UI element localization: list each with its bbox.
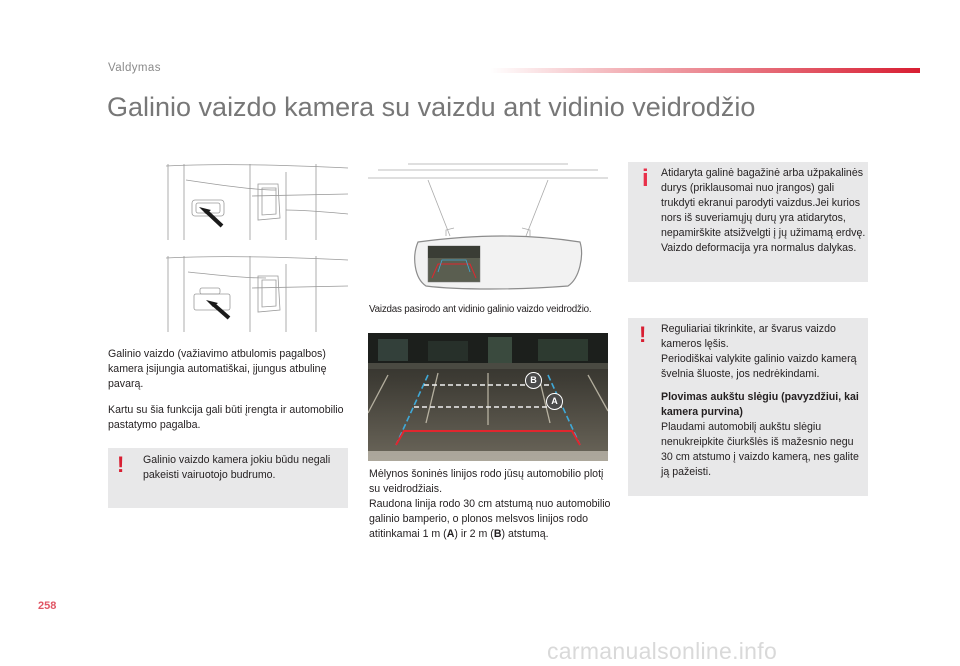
guide-lines-description	[369, 467, 615, 542]
lens-check-text: Reguliariai tikrinkite, ar švarus vaizdo kameros lęšis.	[661, 323, 836, 350]
info-text-main: Atidaryta galinė bagažinė arba užpakalinės durys (priklausomai nuo įrangos) gali trukdyti ekranui parodyti vaizdus.Jei kurios nors iš suveriamųjų durų yra atidarytos, nepamirškite atsižvelgti į jų užimamą erdvę.	[661, 167, 866, 239]
page-title: Galinio vaizdo kamera su vaizdu ant vidinio veidrodžio	[107, 92, 756, 122]
pressure-wash-text: Plaudami automobilį aukštu slėgiu nenukreipkite čiurkšlės iš mažesnio negu 30 cm atstumo į vaizdo kamerą, nes galite ją pažeisti.	[661, 421, 859, 478]
ref-mid: ) ir 2 m (	[454, 528, 494, 540]
mirror-caption: Vaizdas pasirodo ant vidinio galinio vaizdo veidrodžio.	[369, 304, 592, 315]
info-text-deformation: Vaizdo deformacija yra normalus dalykas.	[661, 242, 857, 254]
info-icon: i	[642, 165, 649, 192]
ref-a: A	[446, 528, 455, 540]
vigilance-warning-box	[108, 448, 348, 508]
intro-paragraph: Galinio vaizdo (važiavimo atbulomis pagalbos) kamera įsijungia automatiškai, įjungus atbulinę pavarą.	[108, 348, 327, 390]
warning-icon: !	[639, 322, 647, 347]
ref-post: ) atstumą.	[501, 528, 549, 540]
info-text	[661, 166, 866, 256]
car-rear-camera-illustration	[166, 160, 348, 335]
vigilance-warning-text: Galinio vaizdo kamera jokiu būdu negali pakeisti vairuotojo budrumo.	[143, 454, 331, 481]
cleaning-warning-text	[661, 322, 866, 480]
marker-a: A	[546, 393, 563, 410]
lens-clean-text: Periodiškai valykite galinio vaizdo kamerą švelnia šluoste, jos nedrėkindami.	[661, 353, 857, 380]
page-number: 258	[38, 600, 57, 612]
pressure-wash-heading: Plovimas aukštu slėgiu (pavyzdžiui, kai kamera purvina)	[661, 391, 859, 418]
cleaning-warning-box	[628, 318, 868, 496]
ref-b: B	[493, 528, 502, 540]
info-box	[628, 162, 868, 282]
header-accent-bar	[490, 68, 920, 73]
rearview-mirror-illustration	[368, 160, 608, 295]
blue-lines-text: Mėlynos šoninės linijos rodo jūsų automobilio plotį su veidrodžiais.	[369, 468, 604, 495]
watermark: carmanualsonline.info	[547, 638, 778, 664]
section-label: Valdymas	[108, 62, 161, 74]
red-line-text: Raudona linija rodo 30 cm atstumą nuo automobilio galinio bamperio, o plonos melsvos linijos rodo atitinkamai 1 m (	[369, 498, 611, 540]
marker-b: B	[525, 372, 542, 389]
camera-view-image	[368, 333, 608, 461]
parking-assist-paragraph: Kartu su šia funkcija gali būti įrengta ir automobilio pastatymo pagalba.	[108, 404, 344, 431]
warning-icon: !	[117, 452, 125, 477]
